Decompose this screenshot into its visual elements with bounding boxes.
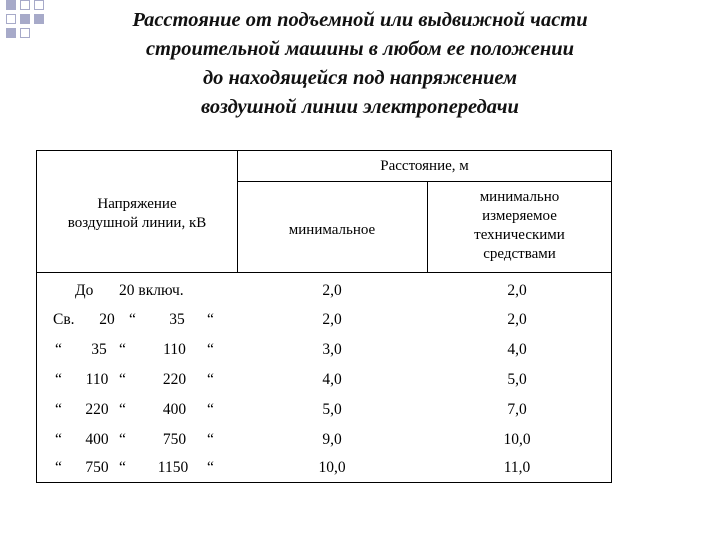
header-measured-line: средствами	[483, 246, 556, 262]
cell-min: 3,0	[322, 341, 342, 358]
header-distance: Расстояние, м	[380, 158, 469, 174]
cell-from: 750	[85, 459, 109, 476]
title-line: воздушной линии электропередачи	[201, 96, 519, 118]
header-voltage	[37, 195, 237, 233]
title-line: строительной машины в любом ее положении	[145, 38, 575, 60]
header-measured	[427, 188, 612, 264]
decor-square	[6, 28, 16, 38]
cell-measured: 2,0	[507, 311, 527, 328]
header-voltage-line: Напряжение	[97, 196, 177, 212]
cell-prefix: “	[55, 341, 62, 358]
page-title	[40, 6, 680, 122]
grid-line	[237, 181, 612, 182]
header-measured-line: измеряемое	[482, 208, 557, 224]
distance-table	[36, 150, 612, 483]
cell-prefix: “	[55, 431, 62, 448]
cell-prefix: “	[55, 459, 62, 476]
cell-measured: 7,0	[507, 401, 527, 418]
cell-prefix: До	[75, 282, 94, 299]
cell-quote: “	[207, 371, 214, 388]
cell-measured: 11,0	[503, 459, 531, 476]
cell-to: 220	[162, 371, 187, 388]
cell-quote: “	[207, 431, 214, 448]
title-line: Расстояние от подъемной или выдвижной части	[132, 9, 588, 31]
cell-min: 9,0	[322, 431, 342, 448]
cell-min: 10,0	[318, 459, 346, 476]
header-voltage-line: воздушной линии, кВ	[67, 215, 207, 231]
cell-from: 400	[85, 431, 109, 448]
cell-prefix: Св.	[53, 311, 75, 328]
decor-square	[20, 0, 30, 10]
cell-quote: “	[129, 311, 136, 328]
cell-from: 220	[85, 401, 109, 418]
cell-measured: 5,0	[507, 371, 527, 388]
cell-quote: “	[119, 401, 126, 418]
cell-to: 35	[169, 311, 185, 328]
cell-to: 750	[162, 431, 187, 448]
cell-from: 20 включ.	[119, 282, 184, 299]
cell-min: 2,0	[322, 311, 342, 328]
cell-min: 2,0	[322, 282, 342, 299]
header-min: минимальное	[288, 222, 376, 238]
cell-measured: 2,0	[507, 282, 527, 299]
cell-measured: 10,0	[503, 431, 531, 448]
cell-measured: 4,0	[507, 341, 527, 358]
decor-square	[20, 14, 30, 24]
cell-to: 110	[163, 341, 186, 358]
cell-min: 5,0	[322, 401, 342, 418]
decor-square	[6, 14, 16, 24]
cell-quote: “	[207, 311, 214, 328]
cell-prefix: “	[55, 371, 62, 388]
cell-quote: “	[119, 341, 126, 358]
grid-line	[37, 272, 612, 273]
cell-from: 35	[91, 341, 107, 358]
header-measured-line: минимально	[479, 189, 560, 205]
cell-prefix: “	[55, 401, 62, 418]
cell-from: 110	[85, 371, 109, 388]
cell-min: 4,0	[322, 371, 342, 388]
cell-quote: “	[207, 401, 214, 418]
cell-from: 20	[99, 311, 115, 328]
decor-square	[20, 28, 30, 38]
decor-square	[6, 0, 16, 10]
cell-to: 1150	[157, 459, 189, 476]
cell-quote: “	[207, 341, 214, 358]
cell-quote: “	[207, 459, 214, 476]
header-measured-line: техническими	[474, 227, 565, 243]
title-line: до находящейся под напряжением	[203, 67, 517, 89]
cell-to: 400	[162, 401, 187, 418]
cell-quote: “	[119, 431, 126, 448]
cell-quote: “	[119, 459, 126, 476]
cell-quote: “	[119, 371, 126, 388]
